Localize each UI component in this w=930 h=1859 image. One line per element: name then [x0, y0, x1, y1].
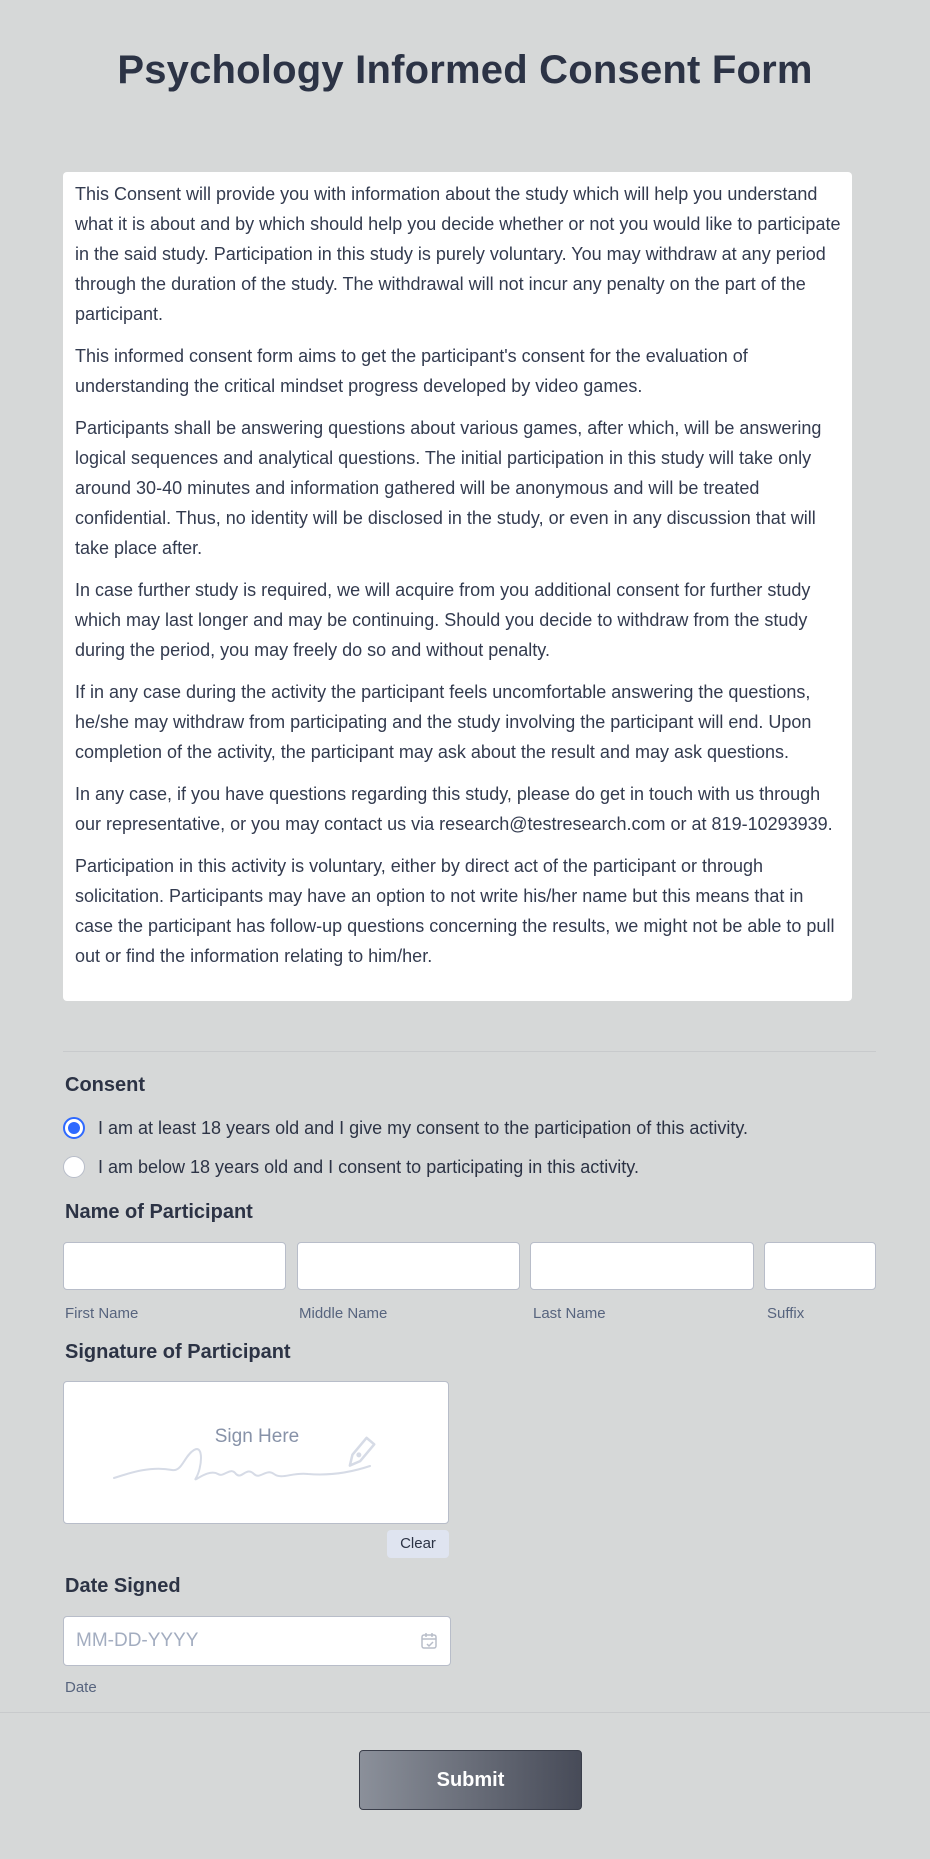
page-title: Psychology Informed Consent Form — [117, 48, 813, 92]
middle-name-sublabel: Middle Name — [299, 1305, 388, 1322]
consent-label: Consent — [65, 1074, 145, 1096]
signature-placeholder: Sign Here — [214, 1426, 300, 1447]
consent-paragraph: In case further study is required, we will acquire from you additional consent for further study which may last longer and may be continuing. Should you decide to withdraw from the study during the period, you may freely do so and without penalty. — [75, 580, 811, 660]
consent-paragraph: Participants shall be answering questions about various games, after which, will be answering logical sequences and analytical questions. The initial participation in this study will take only around 30-40 minutes and information gathered will be anonymous and will be treated confidential. Thus, no identity will be disclosed in the study, or even in any discussion that will take place after. — [75, 418, 822, 558]
middle-name-input[interactable] — [297, 1242, 520, 1290]
signature-pad[interactable] — [63, 1381, 449, 1524]
calendar-icon[interactable] — [420, 1632, 438, 1650]
signature-label: Signature of Participant — [65, 1341, 291, 1363]
suffix-sublabel: Suffix — [767, 1305, 805, 1322]
consent-paragraph: In any case, if you have questions regarding this study, please do get in touch with us through our representative, or you may contact us via research@testresearch.com or at 819-10293939. — [75, 784, 833, 834]
radio-button[interactable] — [63, 1156, 85, 1178]
first-name-sublabel: First Name — [65, 1305, 139, 1322]
consent-option-adult[interactable] — [63, 1117, 748, 1139]
consent-option-minor[interactable] — [63, 1156, 639, 1178]
radio-button-checked[interactable] — [63, 1117, 85, 1139]
first-name-input[interactable] — [63, 1242, 286, 1290]
signature-scribble-icon — [112, 1426, 412, 1486]
section-divider — [63, 1051, 876, 1052]
consent-paragraph: If in any case during the activity the participant feels uncomfortable answering the questions, he/she may withdraw from participating and the study involving the participant will end. Upon completion of the activity, the participant may ask about the result and may ask questions. — [75, 682, 812, 762]
date-sublabel: Date — [65, 1679, 97, 1696]
clear-signature-button[interactable]: Clear — [387, 1530, 449, 1558]
last-name-sublabel: Last Name — [533, 1305, 606, 1322]
consent-text-box — [63, 172, 852, 1001]
submit-button[interactable]: Submit — [359, 1750, 582, 1810]
footer-divider — [0, 1712, 930, 1713]
date-input[interactable] — [63, 1616, 451, 1666]
suffix-input[interactable] — [764, 1242, 876, 1290]
consent-paragraph: This Consent will provide you with information about the study which will help you understand what it is about and by which should help you decide whether or not you would like to participate in the said study. Participation in this study is purely voluntary. You may withdraw at any period through the duration of the study. The withdrawal will not incur any penalty on the part of the participant. — [75, 184, 841, 324]
consent-paragraph: Participation in this activity is voluntary, either by direct act of the participant or through solicitation. Participants may have an option to not write his/her name but this means that in case the participant has follow-up questions concerning the results, we might not be able to pull out or find the information relating to him/her. — [75, 856, 835, 966]
consent-option-label: I am below 18 years old and I consent to participating in this activity. — [98, 1156, 639, 1177]
date-placeholder: MM-DD-YYYY — [76, 1630, 199, 1651]
last-name-input[interactable] — [530, 1242, 754, 1290]
name-label: Name of Participant — [65, 1201, 253, 1223]
consent-paragraph: This informed consent form aims to get the participant's consent for the evaluation of understanding the critical mindset progress developed by video games. — [75, 346, 748, 396]
date-label: Date Signed — [65, 1575, 181, 1597]
consent-option-label: I am at least 18 years old and I give my consent to the participation of this activity. — [98, 1117, 748, 1138]
